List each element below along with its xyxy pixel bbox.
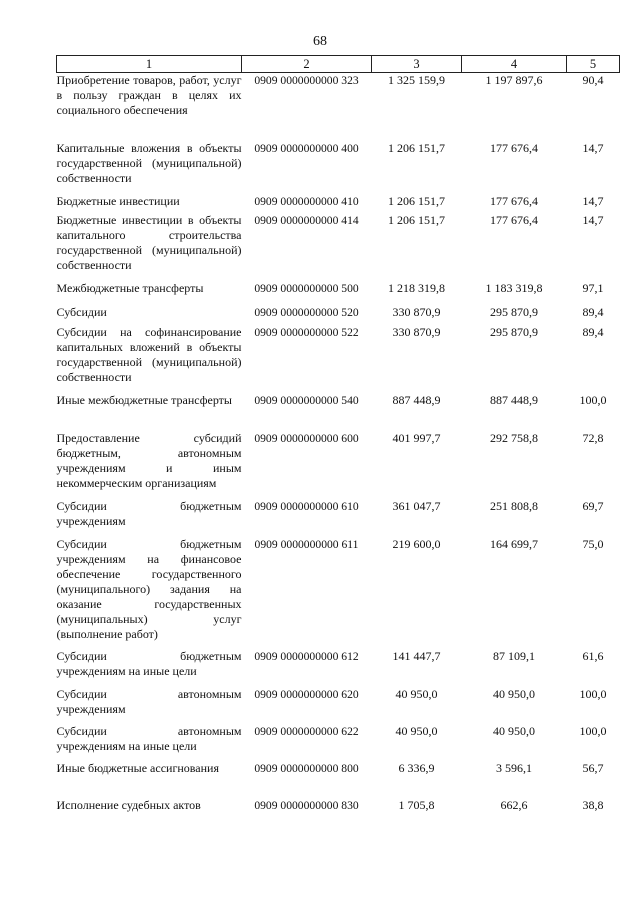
table-row bbox=[57, 393, 620, 431]
row-code: 0909 0000000000 414 bbox=[254, 213, 359, 227]
column-header-5: 5 bbox=[567, 56, 620, 73]
row-code: 0909 0000000000 410 bbox=[254, 194, 359, 208]
budget-table bbox=[56, 55, 620, 818]
row-code: 0909 0000000000 540 bbox=[254, 393, 359, 407]
row-percent: 100,0 bbox=[579, 723, 607, 738]
row-plan: 40 950,0 bbox=[395, 686, 438, 701]
row-name: Бюджетные инвестиции в объекты капитального строительства государственной (муниципальной) собственности bbox=[56, 212, 242, 272]
row-percent: 72,8 bbox=[582, 430, 604, 445]
row-percent: 100,0 bbox=[579, 686, 607, 701]
row-name: Приобретение товаров, работ, услуг в пользу граждан в целях их социального обеспечения bbox=[56, 73, 242, 117]
header-row bbox=[57, 56, 620, 73]
row-percent: 89,4 bbox=[582, 324, 604, 339]
table-row bbox=[57, 724, 620, 761]
row-percent: 61,6 bbox=[582, 648, 604, 663]
row-percent: 14,7 bbox=[582, 212, 604, 227]
row-percent: 56,7 bbox=[582, 760, 604, 775]
row-plan: 1 206 151,7 bbox=[388, 212, 445, 227]
row-name: Межбюджетные трансферты bbox=[56, 280, 204, 295]
row-percent: 14,7 bbox=[582, 140, 604, 155]
row-percent: 100,0 bbox=[579, 392, 607, 407]
row-name: Субсидии автономным учреждениям на иные цели bbox=[56, 723, 242, 753]
table-row bbox=[57, 141, 620, 194]
table-row bbox=[57, 431, 620, 499]
row-code: 0909 0000000000 622 bbox=[254, 724, 359, 738]
row-plan: 1 218 319,8 bbox=[388, 280, 445, 295]
column-header-2: 2 bbox=[242, 56, 372, 73]
row-actual: 295 870,9 bbox=[490, 324, 538, 339]
row-plan: 219 600,0 bbox=[392, 536, 441, 551]
row-actual: 177 676,4 bbox=[490, 212, 538, 227]
row-code: 0909 0000000000 800 bbox=[254, 761, 359, 775]
row-plan: 1 325 159,9 bbox=[388, 73, 445, 87]
row-name: Иные бюджетные ассигнования bbox=[56, 760, 219, 775]
row-actual: 177 676,4 bbox=[490, 140, 538, 155]
row-actual: 40 950,0 bbox=[493, 723, 535, 738]
table-row bbox=[57, 761, 620, 798]
row-actual: 251 808,8 bbox=[490, 498, 538, 513]
row-actual: 887 448,9 bbox=[490, 392, 538, 407]
row-name: Исполнение судебных актов bbox=[56, 797, 201, 812]
row-actual: 40 950,0 bbox=[493, 686, 535, 701]
row-plan: 361 047,7 bbox=[392, 498, 441, 513]
row-percent: 14,7 bbox=[582, 193, 604, 208]
row-percent: 38,8 bbox=[582, 797, 604, 812]
column-header-1: 1 bbox=[57, 56, 242, 73]
row-actual: 87 109,1 bbox=[493, 648, 535, 663]
row-code: 0909 0000000000 323 bbox=[254, 74, 359, 87]
row-code: 0909 0000000000 600 bbox=[254, 431, 359, 445]
table-row bbox=[57, 649, 620, 687]
row-name: Субсидии автономным учреждениям bbox=[56, 686, 242, 716]
row-percent: 90,4 bbox=[582, 73, 604, 87]
row-actual: 164 699,7 bbox=[490, 536, 538, 551]
row-plan: 401 997,7 bbox=[392, 430, 441, 445]
row-code: 0909 0000000000 610 bbox=[254, 499, 359, 513]
row-plan: 330 870,9 bbox=[392, 304, 441, 319]
row-actual: 1 183 319,8 bbox=[485, 280, 543, 295]
row-name: Субсидии бюджетным учреждениям на иные цели bbox=[56, 648, 242, 678]
row-actual: 177 676,4 bbox=[490, 193, 538, 208]
row-percent: 75,0 bbox=[582, 536, 604, 551]
table-row bbox=[57, 305, 620, 325]
row-name: Субсидии бюджетным учреждениям bbox=[56, 498, 242, 528]
row-name: Субсидии на софинансирование капитальных вложений в объекты государственной (муниципальной) собственности bbox=[56, 324, 242, 384]
row-plan: 6 336,9 bbox=[398, 760, 435, 775]
row-code: 0909 0000000000 522 bbox=[254, 325, 359, 339]
table-row bbox=[57, 213, 620, 281]
row-name: Субсидии bbox=[56, 304, 107, 319]
table-row bbox=[57, 325, 620, 393]
row-code: 0909 0000000000 400 bbox=[254, 141, 359, 155]
column-header-4: 4 bbox=[462, 56, 567, 73]
row-plan: 330 870,9 bbox=[392, 324, 441, 339]
row-name: Субсидии бюджетным учреждениям на финансовое обеспечение государственного (муниципального) задания на оказание государственных (муниципальных) услуг (выполнение работ) bbox=[56, 536, 242, 641]
column-header-3: 3 bbox=[372, 56, 462, 73]
row-code: 0909 0000000000 520 bbox=[254, 305, 359, 319]
row-code: 0909 0000000000 500 bbox=[254, 281, 359, 295]
table-row bbox=[57, 73, 620, 141]
row-percent: 69,7 bbox=[582, 498, 604, 513]
table-row bbox=[57, 537, 620, 649]
row-code: 0909 0000000000 612 bbox=[254, 649, 359, 663]
page-number: 68 bbox=[313, 34, 327, 49]
table-row bbox=[57, 281, 620, 305]
row-code: 0909 0000000000 830 bbox=[254, 798, 359, 812]
row-plan: 141 447,7 bbox=[392, 648, 441, 663]
row-plan: 1 206 151,7 bbox=[388, 193, 445, 208]
table-row bbox=[57, 194, 620, 213]
row-percent: 89,4 bbox=[582, 304, 604, 319]
row-actual: 292 758,8 bbox=[490, 430, 538, 445]
row-code: 0909 0000000000 620 bbox=[254, 687, 359, 701]
row-actual: 295 870,9 bbox=[490, 304, 538, 319]
row-name: Бюджетные инвестиции bbox=[56, 193, 180, 208]
row-name: Иные межбюджетные трансферты bbox=[56, 392, 232, 407]
row-actual: 3 596,1 bbox=[496, 760, 532, 775]
table-row bbox=[57, 687, 620, 724]
row-name: Капитальные вложения в объекты государственной (муниципальной) собственности bbox=[56, 140, 242, 185]
row-code: 0909 0000000000 611 bbox=[254, 537, 359, 551]
table-row bbox=[57, 499, 620, 537]
row-plan: 1 705,8 bbox=[398, 797, 435, 812]
table-row bbox=[57, 798, 620, 818]
row-actual: 1 197 897,6 bbox=[485, 73, 543, 87]
row-name: Предоставление субсидий бюджетным, автономным учреждениям и иным некоммерческим организациям bbox=[56, 430, 242, 490]
row-percent: 97,1 bbox=[582, 280, 604, 295]
row-actual: 662,6 bbox=[500, 797, 528, 812]
row-plan: 40 950,0 bbox=[395, 723, 438, 738]
row-plan: 1 206 151,7 bbox=[388, 140, 445, 155]
row-plan: 887 448,9 bbox=[392, 392, 441, 407]
